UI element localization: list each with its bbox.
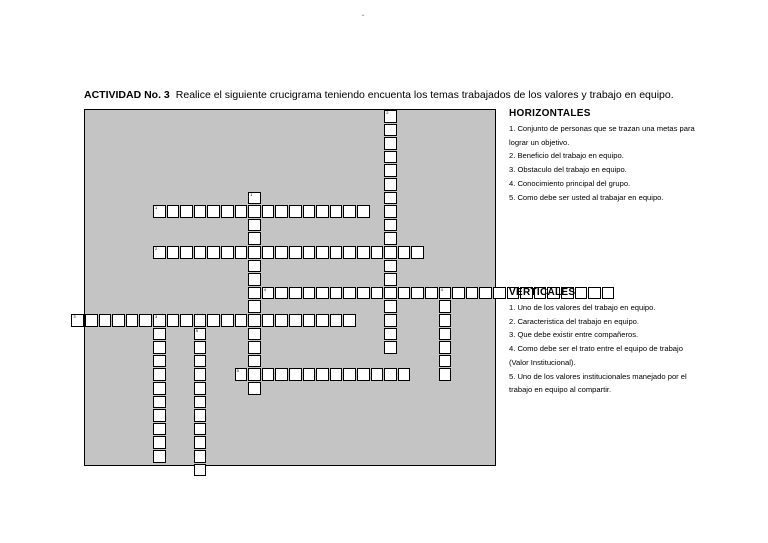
crossword-cell[interactable]: [262, 368, 275, 381]
clue-number: 3: [155, 314, 158, 319]
clue-number: 2: [386, 110, 389, 115]
crossword-cell[interactable]: [384, 137, 397, 150]
crossword-cell[interactable]: [343, 368, 356, 381]
clue-number: 4: [263, 286, 267, 292]
clue-number: 5: [195, 327, 199, 333]
crossword-cell[interactable]: [167, 205, 180, 218]
clue-number: 5: [236, 368, 239, 374]
crossword-cell[interactable]: [439, 287, 452, 300]
crossword-cell[interactable]: [466, 287, 479, 300]
crossword-cell[interactable]: [439, 314, 452, 327]
crossword-cell[interactable]: [330, 205, 343, 218]
crossword-cell[interactable]: [221, 314, 234, 327]
crossword-cell[interactable]: [194, 368, 207, 381]
crossword-cell[interactable]: [316, 368, 329, 381]
crossword-cell[interactable]: [289, 246, 302, 259]
crossword-cell[interactable]: [167, 314, 180, 327]
crossword-cell[interactable]: [207, 205, 220, 218]
crossword-cell[interactable]: [153, 341, 166, 354]
crossword-cell[interactable]: [139, 314, 152, 327]
crossword-cell[interactable]: [411, 246, 424, 259]
horizontal-clue-1: [509, 122, 759, 149]
crossword-cell[interactable]: [153, 205, 166, 218]
crossword-cell[interactable]: [248, 300, 261, 313]
crossword-cell[interactable]: [248, 260, 261, 273]
vertical-clue-2: 2. Caracteristica del trabajo en equipo.: [509, 316, 640, 326]
crossword-cell[interactable]: [248, 314, 261, 327]
crossword-cell[interactable]: [248, 219, 261, 232]
crossword-cell[interactable]: [167, 246, 180, 259]
crossword-cell[interactable]: [357, 205, 370, 218]
clue-number: 1: [155, 205, 158, 211]
crossword-cell[interactable]: [275, 368, 288, 381]
clue-text: 4. Como debe ser el trato entre el equipo de trabajo: [509, 344, 683, 354]
crossword-cell[interactable]: [194, 314, 207, 327]
horizontal-clue-3: 3. Obstaculo del trabajo en equipo.: [509, 165, 627, 175]
crossword-cell[interactable]: [343, 314, 356, 327]
crossword-cell[interactable]: [153, 436, 166, 449]
crossword-cell[interactable]: [248, 246, 261, 259]
crossword-cell[interactable]: [194, 205, 207, 218]
crossword-cell[interactable]: [330, 314, 343, 327]
crossword-cell[interactable]: [384, 300, 397, 313]
crossword-cell[interactable]: [330, 246, 343, 259]
vertical-heading: VERTICALES: [509, 287, 576, 298]
activity-title: [84, 89, 674, 101]
crossword-cell[interactable]: [303, 246, 316, 259]
crossword-cell[interactable]: [384, 368, 397, 381]
crossword-cell[interactable]: [235, 314, 248, 327]
crossword-cell[interactable]: [384, 273, 397, 286]
vertical-clue-1: 1. Uno de los valores del trabajo en equipo.: [509, 303, 656, 312]
crossword-cell[interactable]: [194, 341, 207, 354]
crossword-cell[interactable]: [384, 124, 397, 137]
clue-continuation: trabajo en equipo al compartir.: [509, 385, 612, 395]
crossword-cell[interactable]: [194, 396, 207, 409]
crossword-cell[interactable]: [452, 287, 465, 300]
crossword-cell[interactable]: [275, 314, 288, 327]
crossword-cell[interactable]: [153, 246, 166, 259]
crossword-cell[interactable]: [343, 287, 356, 300]
crossword-cell[interactable]: [262, 246, 275, 259]
crossword-cell[interactable]: [384, 192, 397, 205]
crossword-cell[interactable]: [194, 328, 207, 341]
crossword-cell[interactable]: [371, 246, 384, 259]
crossword-cell[interactable]: [275, 246, 288, 259]
activity-instructions: Realice el siguiente crucigrama teniendo encuenta los temas trabajados de los valores y trabajo en equipo.: [175, 89, 674, 101]
crossword-cell[interactable]: [221, 205, 234, 218]
clue-continuation: lograr un objetivo.: [509, 137, 570, 147]
horizontal-clue-2: 2. Beneficio del trabajo en equipo.: [509, 151, 624, 161]
crossword-cell[interactable]: [194, 464, 207, 477]
crossword-cell[interactable]: [194, 246, 207, 259]
clue-number: 2: [155, 246, 158, 251]
stray-mark: ´: [362, 14, 365, 23]
crossword-cell[interactable]: [398, 287, 411, 300]
crossword-cell[interactable]: [398, 368, 411, 381]
crossword-cell[interactable]: [398, 246, 411, 259]
crossword-cell[interactable]: [439, 355, 452, 368]
crossword-cell[interactable]: [384, 246, 397, 259]
crossword-cell[interactable]: [330, 287, 343, 300]
crossword-cell[interactable]: [194, 355, 207, 368]
crossword-cell[interactable]: [99, 314, 112, 327]
crossword-cell[interactable]: [248, 287, 261, 300]
crossword-cell[interactable]: [126, 314, 139, 327]
crossword-cell[interactable]: [384, 232, 397, 245]
crossword-cell[interactable]: [221, 246, 234, 259]
crossword-cell[interactable]: [411, 287, 424, 300]
crossword-cell[interactable]: [248, 192, 261, 205]
horizontal-clue-5: 5. Como debe ser usted al trabajar en equipo.: [509, 192, 664, 202]
crossword-cell[interactable]: [153, 314, 166, 327]
crossword-cell[interactable]: [248, 328, 261, 341]
crossword-cell[interactable]: [384, 219, 397, 232]
crossword-cell[interactable]: [153, 328, 166, 341]
crossword-cell[interactable]: [248, 382, 261, 395]
crossword-cell[interactable]: [493, 287, 506, 300]
crossword-cell[interactable]: [384, 205, 397, 218]
crossword-cell[interactable]: [316, 205, 329, 218]
crossword-cell[interactable]: [303, 205, 316, 218]
crossword-cell[interactable]: [357, 368, 370, 381]
clue-number: 4: [440, 286, 443, 292]
crossword-cell[interactable]: [357, 287, 370, 300]
crossword-cell[interactable]: [262, 314, 275, 327]
crossword-board: [73, 109, 496, 466]
crossword-cell[interactable]: [248, 355, 261, 368]
clue-number: 3: [73, 314, 76, 319]
crossword-cell[interactable]: [384, 341, 397, 354]
crossword-cell[interactable]: [235, 246, 248, 259]
vertical-clue-4: [509, 342, 759, 369]
crossword-cell[interactable]: [303, 368, 316, 381]
crossword-cell[interactable]: [262, 205, 275, 218]
clue-continuation: (Valor Institucional).: [509, 357, 576, 367]
clue-number: 1: [250, 191, 253, 197]
crossword-cell[interactable]: [153, 396, 166, 409]
crossword-cell[interactable]: [153, 382, 166, 395]
crossword-cell[interactable]: [303, 314, 316, 327]
crossword-cell[interactable]: [384, 260, 397, 273]
crossword-cell[interactable]: [439, 300, 452, 313]
crossword-cell[interactable]: [371, 287, 384, 300]
crossword-cell[interactable]: [289, 314, 302, 327]
crossword-cell[interactable]: [384, 178, 397, 191]
crossword-cell[interactable]: [194, 423, 207, 436]
crossword-cell[interactable]: [153, 450, 166, 463]
crossword-cell[interactable]: [316, 314, 329, 327]
vertical-clues: [509, 287, 759, 397]
crossword-cell[interactable]: [194, 450, 207, 463]
crossword-cell[interactable]: [357, 246, 370, 259]
vertical-clue-5: [509, 370, 759, 397]
crossword-cell[interactable]: [384, 328, 397, 341]
crossword-cell[interactable]: [248, 273, 261, 286]
clue-text: 5. Uno de los valores institucionales manejado por el: [509, 371, 687, 381]
crossword-cell[interactable]: [194, 382, 207, 395]
crossword-cell[interactable]: [248, 341, 261, 354]
crossword-cell[interactable]: [289, 287, 302, 300]
crossword-cell[interactable]: [248, 232, 261, 245]
crossword-cell[interactable]: [303, 287, 316, 300]
crossword-cell[interactable]: [330, 368, 343, 381]
crossword-cell[interactable]: [153, 355, 166, 368]
crossword-cell[interactable]: [85, 314, 98, 327]
crossword-cell[interactable]: [112, 314, 125, 327]
crossword-cell[interactable]: [153, 409, 166, 422]
crossword-cell[interactable]: [71, 314, 84, 327]
crossword-cell[interactable]: [180, 205, 193, 218]
crossword-cell[interactable]: [180, 314, 193, 327]
crossword-cell[interactable]: [194, 409, 207, 422]
crossword-cell[interactable]: [153, 423, 166, 436]
crossword-cell[interactable]: [384, 314, 397, 327]
crossword-cell[interactable]: [180, 246, 193, 259]
crossword-cell[interactable]: [384, 110, 397, 123]
crossword-cell[interactable]: [316, 246, 329, 259]
crossword-cell[interactable]: [439, 328, 452, 341]
crossword-cell[interactable]: [289, 368, 302, 381]
crossword-cell[interactable]: [235, 368, 248, 381]
horizontal-clue-4: 4. Conocimiento principal del grupo.: [509, 178, 631, 188]
clue-text: 1. Conjunto de personas que se trazan una metas para: [509, 124, 695, 133]
crossword-cell[interactable]: [479, 287, 492, 300]
crossword-cell[interactable]: [207, 246, 220, 259]
vertical-clue-3: 3. Que debe existir entre compañeros.: [509, 330, 639, 340]
crossword-cell[interactable]: [439, 341, 452, 354]
crossword-cell[interactable]: [343, 246, 356, 259]
crossword-cell[interactable]: [194, 436, 207, 449]
crossword-cell[interactable]: [275, 205, 288, 218]
crossword-cell[interactable]: [289, 205, 302, 218]
crossword-cell[interactable]: [235, 205, 248, 218]
activity-number: ACTIVIDAD No. 3: [84, 89, 170, 101]
crossword-cell[interactable]: [439, 368, 452, 381]
crossword-cell[interactable]: [343, 205, 356, 218]
crossword-cell[interactable]: [248, 368, 261, 381]
crossword-cell[interactable]: [384, 287, 397, 300]
crossword-cell[interactable]: [248, 205, 261, 218]
crossword-cell[interactable]: [384, 164, 397, 177]
crossword-cell[interactable]: [425, 287, 438, 300]
crossword-cell[interactable]: [262, 287, 275, 300]
crossword-cell[interactable]: [384, 151, 397, 164]
horizontal-clues: [509, 108, 759, 204]
crossword-cell[interactable]: [207, 314, 220, 327]
crossword-cell[interactable]: [371, 368, 384, 381]
crossword-cell[interactable]: [316, 287, 329, 300]
crossword-cell[interactable]: [275, 287, 288, 300]
horizontal-heading: HORIZONTALES: [509, 108, 591, 119]
crossword-cell[interactable]: [153, 368, 166, 381]
